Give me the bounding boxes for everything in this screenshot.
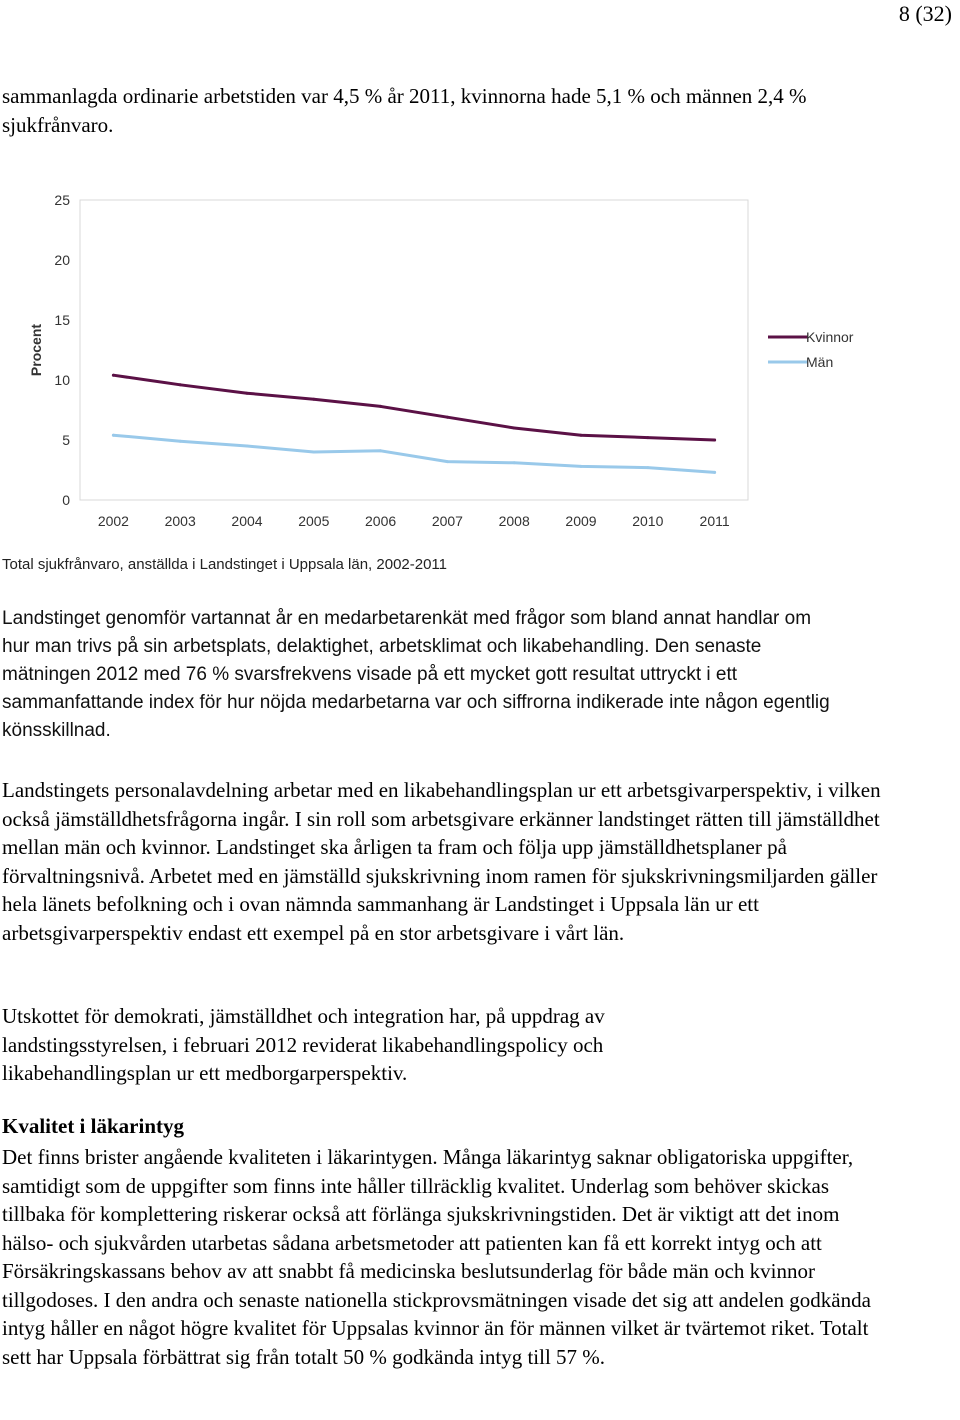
data-point [713,471,716,474]
data-point [580,434,583,437]
data-point [312,398,315,401]
x-axis [98,513,730,529]
survey-paragraph: Landstinget genomför vartannat år en medarbetarenkät med frågor som bland annat handlar om hur man trivs på sin arbetsplats, delaktighet, arbetsklimat och likabehandling. Den senaste mätningen 2012 med 76 % svarsfrekvens visade på ett mycket gott resultat uttryckt i ett sammanfattande index för hur nöjda medarbetarna var och siffrorna indikerade inte någon egentlig könsskillnad. [2,608,830,741]
data-point [713,439,716,442]
data-point [312,451,315,454]
x-tick-label: 2007 [431,513,463,529]
data-point [646,466,649,469]
x-tick-label: 2009 [565,513,597,529]
y-tick-label: 5 [62,432,70,448]
y-tick-label: 0 [62,492,70,508]
data-point [379,449,382,452]
data-point [646,436,649,439]
data-point [446,460,449,463]
legend-label: Kvinnor [806,329,854,345]
chart-legend [768,329,854,370]
data-point [179,440,182,443]
x-tick-label: 2004 [231,513,263,529]
y-axis [54,192,70,508]
x-tick-label: 2002 [97,513,129,529]
intro-paragraph: sammanlagda ordinarie arbetstiden var 4,5 % år 2011, kvinnorna hade 5,1 % och männen 2,4 % sjukfrånvaro. [2,84,807,137]
data-point [513,461,516,464]
data-point [246,392,249,395]
y-tick-label: 15 [54,312,70,328]
committee-paragraph: Utskottet för demokrati, jämställdhet och integration har, på uppdrag av landstingsstyrelsen, i februari 2012 reviderat likabehandlingspolicy och likabehandlingsplan ur ett medborgarperspektiv. [2,1004,605,1085]
data-point [112,434,115,437]
y-tick-label: 20 [54,252,70,268]
data-point [179,383,182,386]
x-tick-label: 2006 [365,513,397,529]
data-point [446,416,449,419]
data-point [246,445,249,448]
data-point [580,465,583,468]
chart-caption: Total sjukfrånvaro, anställda i Landstinget i Uppsala län, 2002-2011 [2,556,448,573]
data-point [513,427,516,430]
quality-paragraph: Det finns brister angående kvaliteten i läkarintygen. Många läkarintyg saknar obligatoriska uppgifter, samtidigt som de uppgifter som finns inte håller tillräcklig kvalitet. Underlag som behöver skickas tillbaka för komplettering riskerar också att förlänga sjukskrivningstiden. Det är viktigt att det inom hälso- och sjukvården utarbetas sådana arbetsmetoder att patienten kan få ett korrekt intyg och att Försäkringskassans behov av att snabbt få medicinska beslutsunderlag för både män och kvinnor tillgodoses. I den andra och senaste nationella stickprovsmätningen visade det sig att andelen godkända intyg håller en något högre kvalitet för Uppsalas kvinnor än för männen vilket är tvärtemot riket. Totalt sett har Uppsala förbättrat sig från totalt 50 % godkända intyg till 57 %. [2,1145,871,1369]
x-tick-label: 2011 [699,513,730,529]
x-tick-label: 2010 [632,513,664,529]
personnel-paragraph: Landstingets personalavdelning arbetar med en likabehandlingsplan ur ett arbetsgivarperspektiv, i vilken också jämställdhetsfrågorna ingår. I sin roll som arbetsgivare erkänner landstinget rätten till jämställdhet mellan män och kvinnor. Landstinget ska årligen ta fram och följa upp jämställdhetsplaner på förvaltningsnivå. Arbetet med en jämställd sjukskrivning inom ramen för sjukskrivningsmiljarden gäller hela länets befolkning och i ovan nämnda sammanhang är Landstinget i Uppsala län ur ett arbetsgivarperspektiv endast ett exempel på en stor arbetsgivare i vårt län. [2,778,881,945]
x-tick-label: 2008 [498,513,530,529]
y-tick-label: 25 [54,192,70,208]
legend-label: Män [806,354,834,370]
page-number: 8 (32) [898,1,952,26]
data-point [379,405,382,408]
y-axis-label: Procent [28,323,44,377]
x-tick-label: 2005 [298,513,330,529]
sick-leave-line-chart [0,180,960,550]
data-point [112,374,115,377]
y-tick-label: 10 [54,372,70,388]
x-tick-label: 2003 [164,513,196,529]
quality-heading: Kvalitet i läkarintyg [2,1114,184,1138]
